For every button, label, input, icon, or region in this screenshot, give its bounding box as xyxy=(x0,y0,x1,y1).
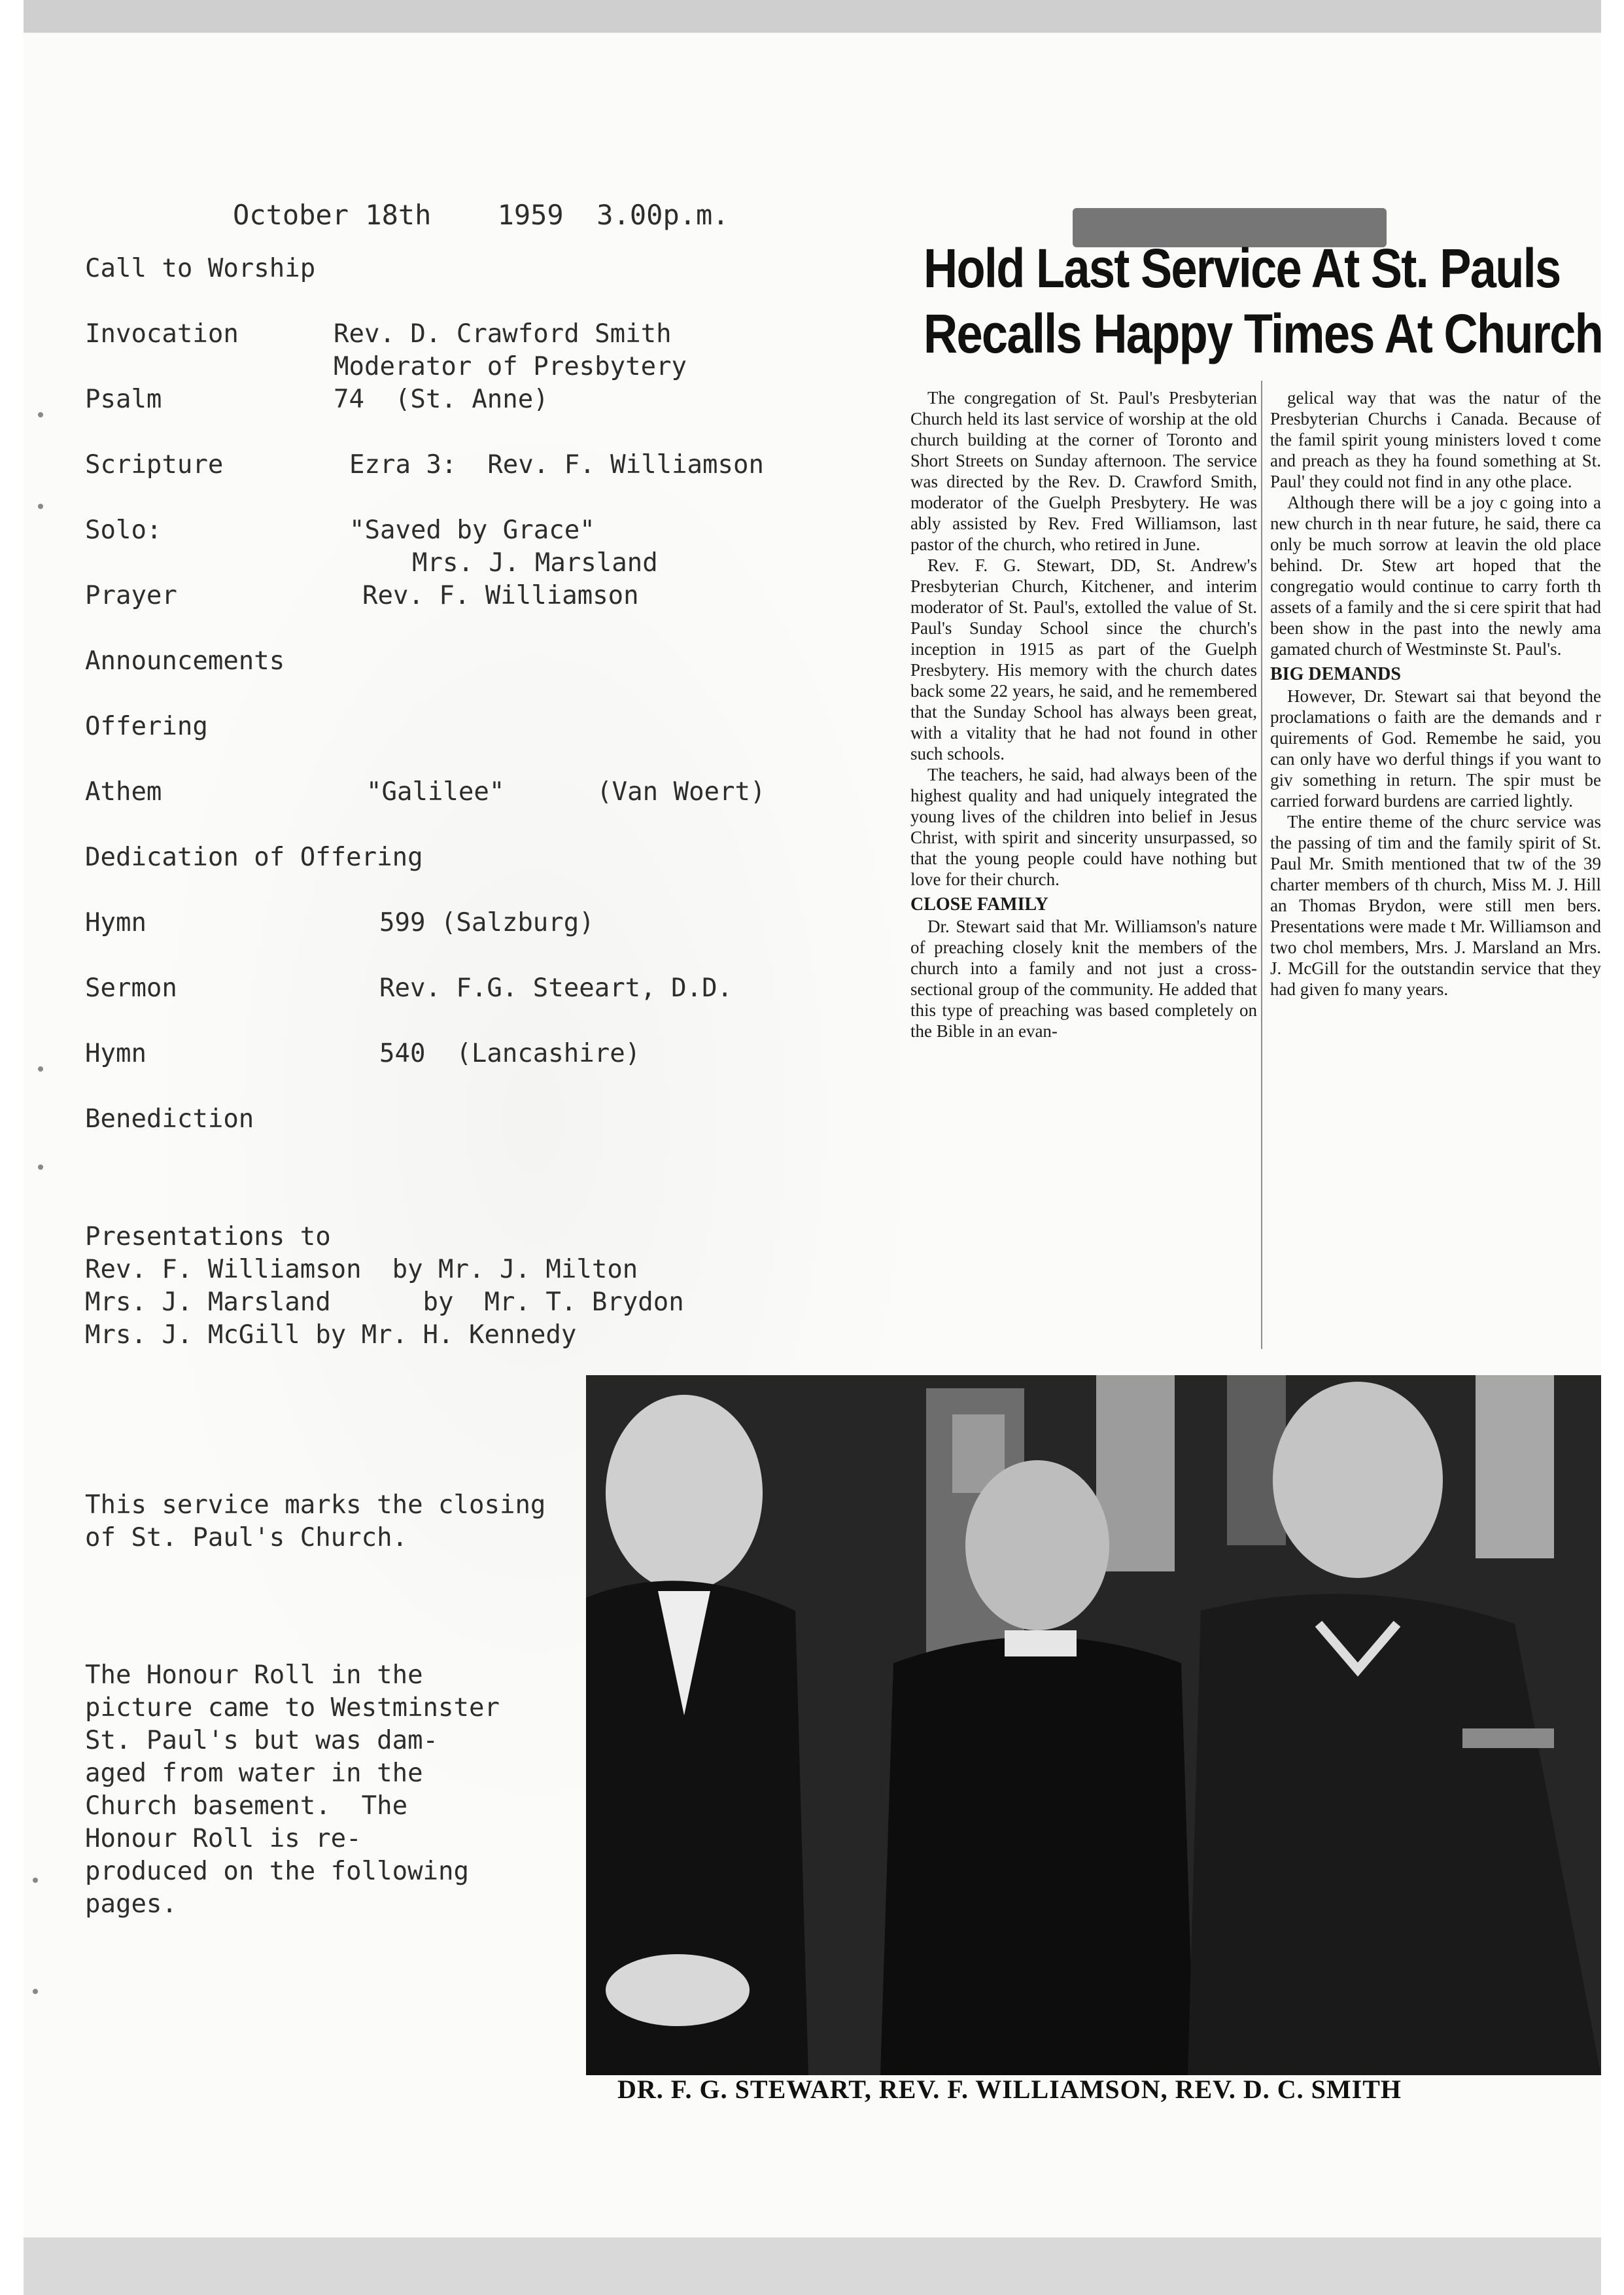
photo-illustration xyxy=(586,1375,1601,2075)
headline-line-1: Hold Last Service At St. Pauls xyxy=(924,237,1561,299)
program-item-label: Athem xyxy=(85,777,162,807)
honour-roll-line: aged from water in the xyxy=(85,1759,423,1788)
program-item-value: Ezra 3: Rev. F. Williamson xyxy=(349,450,764,480)
program-item-label: Solo: xyxy=(85,516,162,545)
honour-roll-line: Church basement. The xyxy=(85,1791,408,1821)
article-column-1 xyxy=(910,387,1257,1369)
program-item-label: Call to Worship xyxy=(85,254,316,283)
scan-top-edge xyxy=(24,0,1601,33)
headline-line-2: Recalls Happy Times At Church xyxy=(924,303,1603,364)
service-date: October 18th 1959 3.00p.m. xyxy=(233,199,729,231)
article-subhead: CLOSE FAMILY xyxy=(910,894,1048,915)
middle-man-face xyxy=(965,1460,1109,1630)
right-man-face xyxy=(1273,1382,1443,1578)
presentation-line: Presentations to xyxy=(85,1222,331,1252)
left-margin xyxy=(0,0,24,2295)
program-item-value: Rev. F. Williamson xyxy=(362,581,639,610)
program-item-label: Scripture xyxy=(85,450,224,480)
clipping-headline xyxy=(924,236,1603,366)
program-item-label: Psalm xyxy=(85,385,162,414)
article-paragraph: Although there will be a joy c going into a new church in th near future, he said, there ca only be much sorrow at leavin the old place behind. Dr. Stew art hoped that the congregatio would continue to carry forth th assets of a family and the si cere spirit that had been show in the past into the newly ama gamated church of Westminste St. Paul's. xyxy=(1270,493,1601,659)
presentation-line: Rev. F. Williamson by Mr. J. Milton xyxy=(85,1255,638,1284)
honour-roll-line: picture came to Westminster xyxy=(85,1693,500,1723)
program-item-label: Sermon xyxy=(85,973,177,1003)
program-item-label: Dedication of Offering xyxy=(85,843,423,872)
program-item-label: Hymn xyxy=(85,1039,147,1068)
article-paragraph: Rev. F. G. Stewart, DD, St. Andrew's Presbyterian Church, Kitchener, and interim moderator of St. Paul's, extolled the value of St. Paul's Sunday School since the church's inception in 1915 as part of the Guelph Presbytery. His memory with the church dates back some 22 years, he said, and he remembered that the Sunday School has always been great, with a vitality that he had not found in other such schools. xyxy=(910,555,1257,763)
margin-dot xyxy=(33,1989,38,1994)
photo-caption: DR. F. G. STEWART, REV. F. WILLIAMSON, REV. D. C. SMITH xyxy=(617,2075,1402,2104)
margin-dot xyxy=(38,412,43,417)
program-item-value: Rev. D. Crawford Smith xyxy=(334,319,672,349)
honour-roll-line: Honour Roll is re- xyxy=(85,1824,362,1853)
outstretched-hand xyxy=(606,1954,750,2026)
presentation-line: Mrs. J. Marsland by Mr. T. Brydon xyxy=(85,1288,684,1317)
program-item-value: "Saved by Grace" xyxy=(349,516,595,545)
program-item-label: Announcements xyxy=(85,646,285,676)
honour-roll-line: pages. xyxy=(85,1889,177,1919)
background-flag xyxy=(1476,1375,1554,1558)
honour-roll-line: St. Paul's but was dam- xyxy=(85,1726,439,1755)
margin-dot xyxy=(38,504,43,509)
scan-bottom-edge xyxy=(24,2237,1601,2295)
closing-note-line: of St. Paul's Church. xyxy=(85,1523,408,1552)
article-column-2 xyxy=(1270,387,1601,1349)
program-item-value: 74 (St. Anne) xyxy=(334,385,549,414)
honour-roll-line: produced on the following xyxy=(85,1857,469,1886)
left-man-face xyxy=(606,1395,763,1591)
program-item-value: Moderator of Presbytery xyxy=(334,352,687,381)
presentation-line: Mrs. J. McGill by Mr. H. Kennedy xyxy=(85,1320,577,1350)
program-item-value: 599 (Salzburg) xyxy=(379,908,595,937)
article-paragraph: Dr. Stewart said that Mr. Williamson's nature of preaching closely knit the members of the church into a family and not just a cross-sectional group of the community. He added that this type of preaching was based completely on the Bible in an evan- xyxy=(910,917,1257,1041)
article-paragraph: The congregation of St. Paul's Presbyterian Church held its last service of worship at the old church building at the corner of Toronto and Short Streets on Sunday afternoon. The service was directed by the Rev. D. Crawford Smith, moderator of the Guelph Presbytery. He was ably assisted by Rev. Fred Williamson, last pastor of the church, who retired in June. xyxy=(910,388,1257,554)
article-paragraph: The entire theme of the churc service was the passing of tim and the family spirit of St. Paul Mr. Smith mentioned that tw of the 39 charter members of th church, Miss M. J. Hill an Thomas Brydon, were still men bers. Presentations were made t Mr. Williamson and two chol members, Mrs. J. Marsland an Mrs. J. McGill for the outstandin service that they had given fo many years. xyxy=(1270,812,1601,999)
closing-note-line: This service marks the closing xyxy=(85,1490,546,1520)
program-item-label: Invocation xyxy=(85,319,239,349)
program-item-label: Offering xyxy=(85,712,208,741)
program-item-value: "Galilee" (Van Woert) xyxy=(366,777,766,807)
program-item-value: Rev. F.G. Steeart, D.D. xyxy=(379,973,733,1003)
middle-man-robe xyxy=(880,1637,1194,2075)
program-item-value: Mrs. J. Marsland xyxy=(412,548,658,578)
program-item-label: Prayer xyxy=(85,581,177,610)
margin-dot xyxy=(38,1066,43,1072)
article-paragraph: gelical way that was the natur of the Presbyterian Churchs i Canada. Because of the famil spirit young ministers loved t come and preach as they ha found something at St. Paul' they could not find in any othe place. xyxy=(1270,388,1601,491)
margin-dot xyxy=(38,1165,43,1170)
article-subhead: BIG DEMANDS xyxy=(1270,664,1401,684)
clipping-photo xyxy=(586,1375,1601,2075)
margin-dot xyxy=(33,1878,38,1883)
uniform-badge xyxy=(1462,1728,1554,1748)
article-paragraph: The teachers, he said, had always been of the highest quality and had uniquely integrated the young lives of the children into belief in Jesus Christ, with spirit and sincerity unsurpassed, so that the young people could have nothing but love for their church. xyxy=(910,765,1257,889)
honour-roll-line: The Honour Roll in the xyxy=(85,1660,423,1690)
article-paragraph: However, Dr. Stewart sai that beyond the proclamations o faith are the demands and r quirements of God. Remembe he said, you can only have wo derful things if you want to giv something in return. The spir must be carried forward burdens are carried lightly. xyxy=(1270,686,1601,811)
column-divider xyxy=(1261,381,1262,1349)
program-item-label: Benediction xyxy=(85,1104,254,1134)
program-item-label: Hymn xyxy=(85,908,147,937)
program-item-value: 540 (Lancashire) xyxy=(379,1039,641,1068)
clerical-collar xyxy=(1005,1630,1077,1656)
